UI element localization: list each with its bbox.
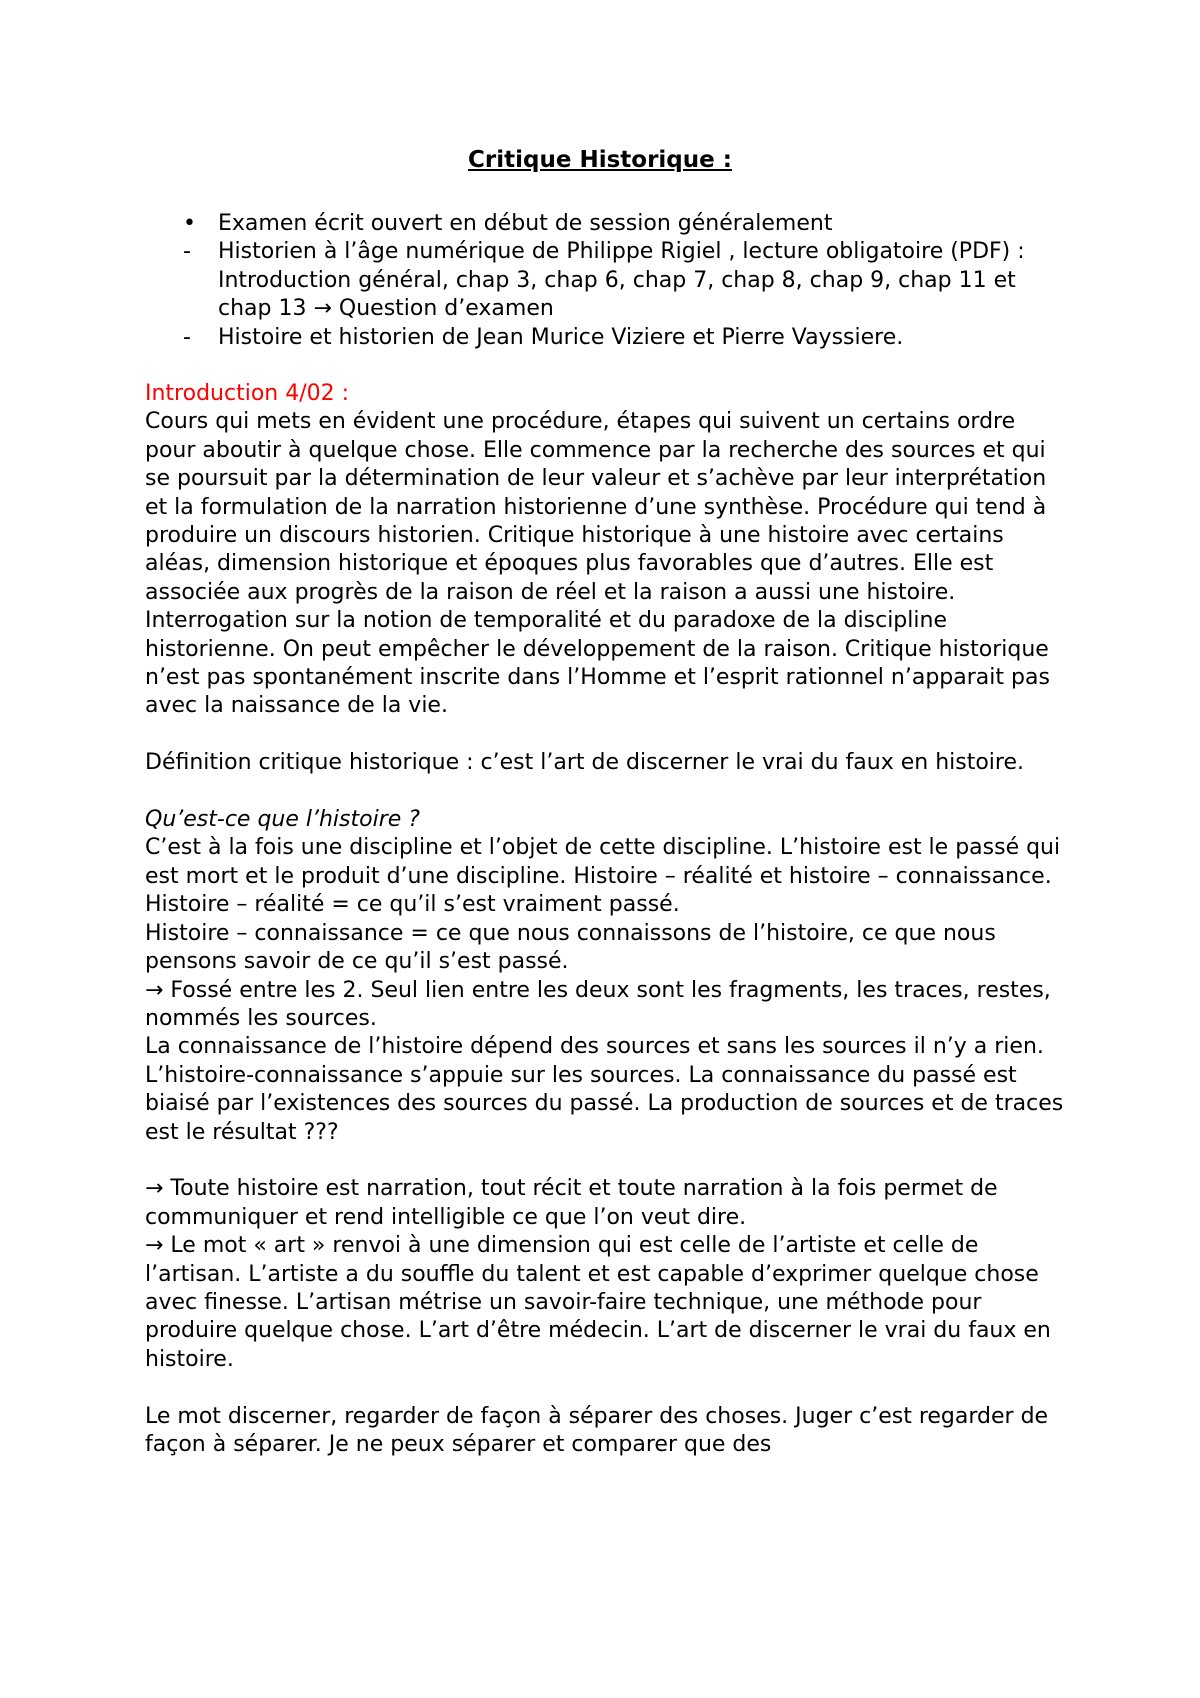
dash-marker: - (183, 239, 191, 265)
paragraph-spacer (145, 1147, 1070, 1175)
intro-paragraph: Cours qui mets en évident une procédure, étapes qui suivent un certains ordre pour aboutir à quelque chose. Elle commence par la recherche des sources et qui se poursuit par la détermination de leur valeur et s’achève par leur interprétation et la formulation de la narration historienne d’une synthèse. Procédure qui tend à produire un discours historien. Critique historique à une histoire avec certains aléas, dimension historique et époques plus favorables que d’autres. Elle est associée aux progrès de la raison de réel et la raison a aussi une histoire. Interrogation sur la notion de temporalité et du paradoxe de la discipline historienne. On peut empêcher le développement de la raison. Critique historique n’est pas spontanément inscrite dans l’Homme et l’esprit rationnel n’apparait pas avec la naissance de la vie. (145, 409, 1050, 719)
definition-paragraph: Définition critique historique : c’est l’art de discerner le vrai du faux en histoire. (145, 750, 1025, 776)
document-body (145, 380, 1070, 1459)
list-item-text: Histoire et historien de Jean Murice Viziere et Pierre Vayssiere. (218, 324, 904, 350)
question-heading: Qu’est-ce que l’histoire ? (145, 807, 420, 833)
paragraph-spacer (145, 721, 1070, 749)
dash-marker: - (183, 324, 191, 350)
list-item-text: Historien à l’âge numérique de Philippe Rigiel , lecture obligatoire (PDF) : Introduction général, chap 3, chap 6, chap 7, chap 8, chap 9, chap 11 et chap 13 → Question d’examen (218, 239, 1025, 322)
list-item (145, 324, 1065, 352)
narration-paragraph: → Toute histoire est narration, tout récit et toute narration à la fois permet de communiquer et rend intelligible ce que l’on veut dire. → Le mot « art » renvoi à une dimension qui est celle de l’artiste et celle de l’artisan. L’artiste a du souffle du talent et est capable d’exprimer quelque chose avec finesse. L’artisan métrise un savoir-faire technique, une méthode pour produire quelque chose. L’art d’être médecin. L’art de discerner le vrai du faux en histoire. (145, 1176, 1051, 1372)
list-item (145, 238, 1065, 323)
bullet-marker: • (183, 211, 196, 236)
bullet-list (145, 210, 1065, 352)
paragraph-spacer (145, 1374, 1070, 1402)
document-title: Critique Historique : (468, 147, 732, 173)
intro-heading: Introduction 4/02 : (145, 381, 350, 406)
list-item-text: Examen écrit ouvert en début de session généralement (218, 211, 833, 236)
question-paragraph: C’est à la fois une discipline et l’objet de cette discipline. L’histoire est le passé qui est mort et le produit d’une discipline. Histoire – réalité et histoire – connaissance. Histoire – réalité = ce qu’il s’est vraiment passé. Histoire – connaissance = ce que nous connaissons de l’histoire, ce que nous pensons savoir de ce qu’il s’est passé. → Fossé entre les 2. Seul lien entre les deux sont les fragments, les traces, restes, nommés les sources. La connaissance de l’histoire dépend des sources et sans les sources il n’y a rien. L’histoire-connaissance s’appuie sur les sources. La connaissance du passé est biaisé par l’existences des sources du passé. La production de sources et de traces est le résultat ??? (145, 835, 1064, 1145)
discerner-paragraph: Le mot discerner, regarder de façon à séparer des choses. Juger c’est regarder de façon à séparer. Je ne peux séparer et comparer que des (145, 1403, 1049, 1457)
paragraph-spacer (145, 778, 1070, 806)
list-item (145, 210, 1065, 238)
